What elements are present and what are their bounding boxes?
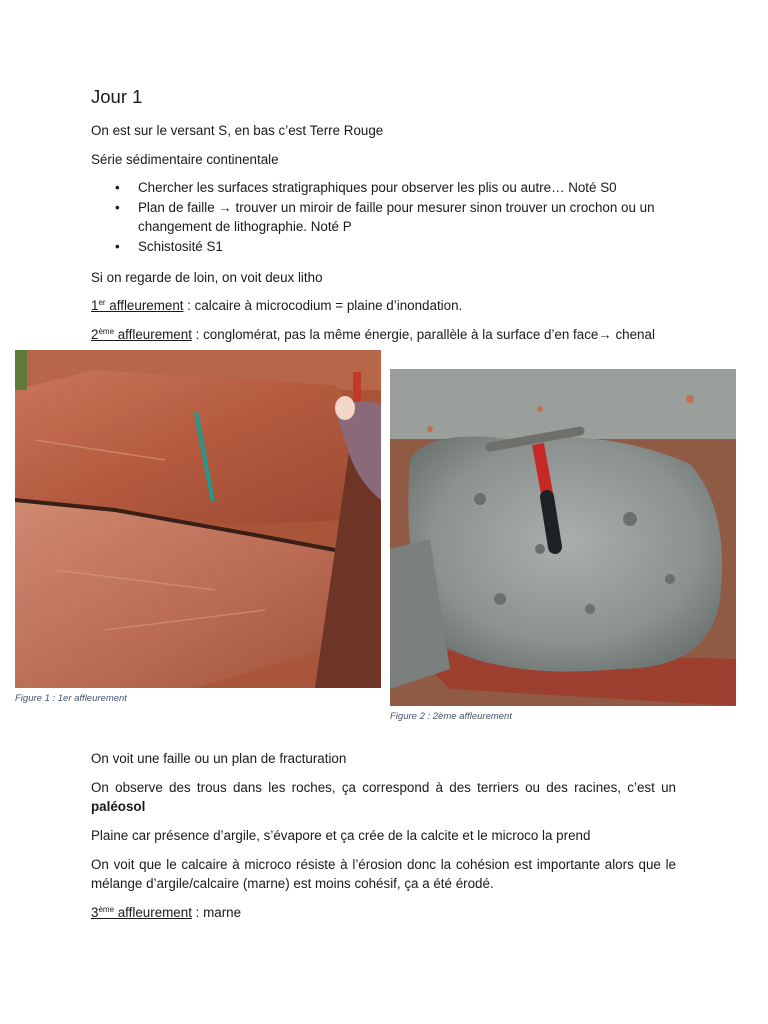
paragraph-paleosol: On observe des trous dans les roches, ça correspond à des terriers ou des racines, c’est un paléosol [91, 780, 676, 814]
paragraph-fault: On voit une faille ou un plan de fracturation [91, 751, 347, 766]
list-item: • Plan de faille → trouver un miroir de faille pour mesurer sinon trouver un crochon ou un changement de lithographie. Noté P [115, 199, 655, 234]
outcrop-2-line: 2ème affleurement : conglomérat, pas la même énergie, parallèle à la surface d’en face→ chenal [91, 327, 655, 342]
paragraph-litho: Si on regarde de loin, on voit deux litho [91, 270, 323, 285]
list-item: • Schistosité S1 [115, 238, 223, 254]
figure-1-photo [15, 350, 381, 688]
bullet-list [91, 178, 676, 256]
paragraph-erosion: On voit que le calcaire à microco résiste à l’érosion donc la cohésion est importante alors que le mélange d’argile/calcaire (marne) est moins cohésif, ça a été érodé. [91, 857, 676, 891]
figure-1-caption: Figure 1 : 1er affleurement [15, 693, 127, 704]
outcrop-3-line: 3ème affleurement : marne [91, 905, 242, 920]
page-title: Jour 1 [91, 86, 143, 107]
paragraph-location: On est sur le versant S, en bas c’est Terre Rouge [91, 123, 384, 138]
figure-2-photo [390, 369, 736, 706]
paragraph-series: Série sédimentaire continentale [91, 152, 279, 167]
list-item: • Chercher les surfaces stratigraphiques pour observer les plis ou autre… Noté S0 [115, 180, 617, 195]
figure-2-caption: Figure 2 : 2ème affleurement [390, 711, 512, 722]
paragraph-plain: Plaine car présence d’argile, s’évapore et ça crée de la calcite et le microco la prend [91, 828, 591, 843]
outcrop-1-line: 1er affleurement : calcaire à microcodium = plaine d’inondation. [91, 298, 463, 313]
